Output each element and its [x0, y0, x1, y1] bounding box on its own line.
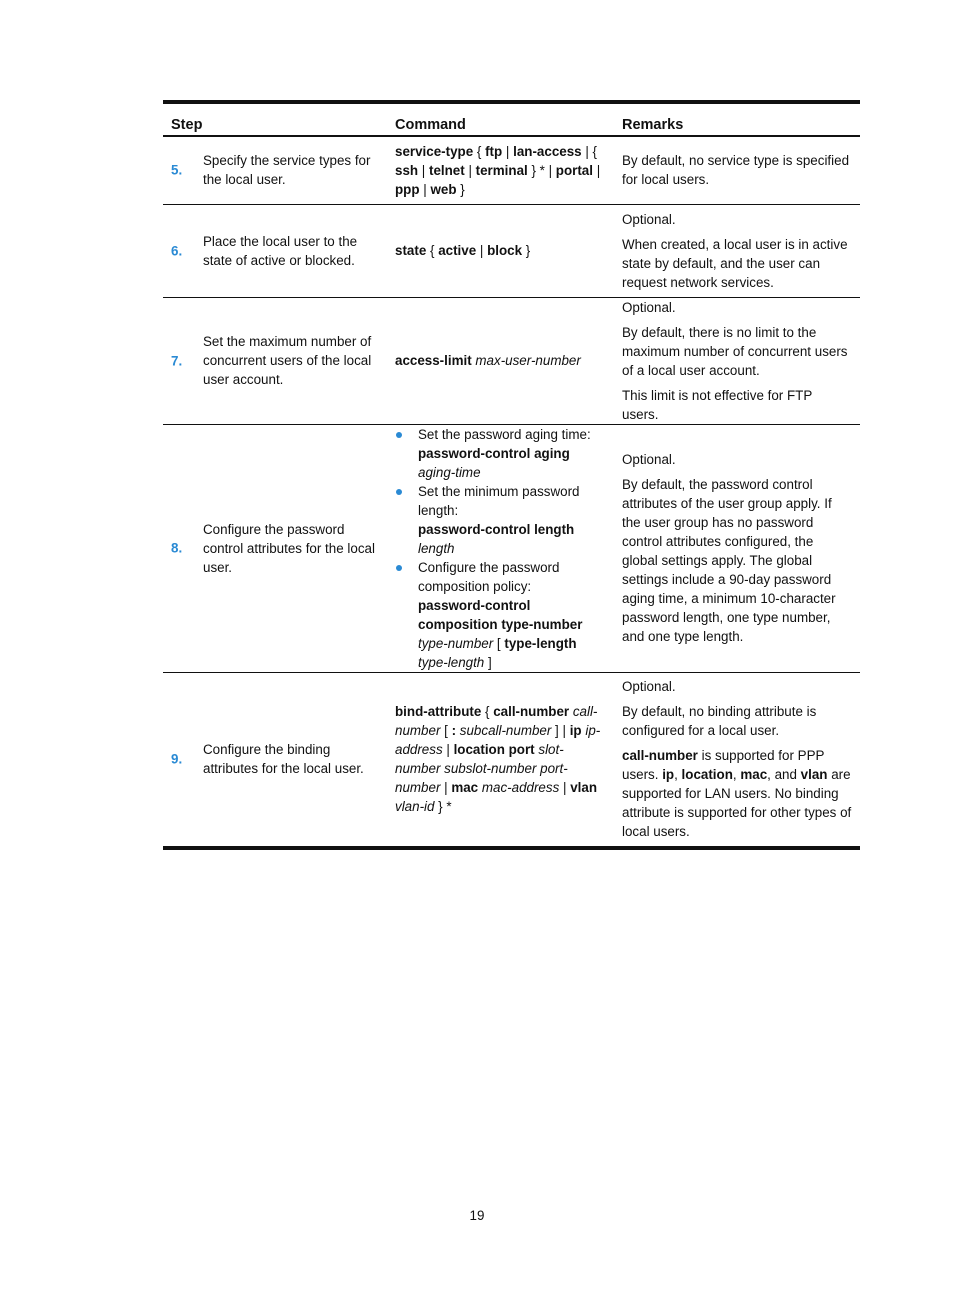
header-step: Step [171, 117, 203, 133]
table-row [163, 297, 860, 424]
bullet-icon [396, 432, 402, 438]
bullet-text: Configure the password composition policy: [418, 559, 560, 594]
bullet-icon [396, 565, 402, 571]
bullet-text: Set the minimum password length: [418, 483, 580, 518]
table-header-row [163, 102, 860, 136]
remarks-cell [614, 424, 860, 672]
step-description: Configure the password control attributes for the local user. [203, 521, 375, 575]
command-bullet-list [395, 425, 606, 672]
command-cell: state { active | block } [395, 243, 531, 258]
table-row [163, 672, 860, 848]
step-description: Specify the service types for the local user. [203, 153, 371, 188]
remark-text: By default, no binding attribute is configured for a local user. [622, 704, 817, 739]
remark-text: Optional. [622, 211, 676, 227]
step-description: Place the local user to the state of active or blocked. [203, 233, 358, 268]
step-number: 6. [171, 243, 183, 258]
remarks-cell [614, 204, 860, 297]
step-cell [163, 204, 387, 297]
header-remarks: Remarks [622, 117, 684, 133]
remark-text: By default, there is no limit to the maximum number of concurrent users of a local user account. [622, 324, 848, 378]
remark-text: This limit is not effective for FTP users. [622, 387, 813, 422]
command-cell [387, 424, 614, 672]
table-row [163, 424, 860, 672]
remark-text: By default, no service type is specified for local users. [622, 153, 850, 188]
remark-text: Optional. [622, 299, 676, 315]
step-cell [163, 297, 387, 424]
remark-text: Optional. [622, 679, 676, 695]
page-number: 19 [469, 1208, 485, 1223]
list-item: Configure the password composition policy: password-control composition type-number type-number [ type-length type-length ] [395, 558, 606, 672]
remarks-cell [614, 672, 860, 848]
table-row [163, 136, 860, 204]
header-command: Command [395, 117, 466, 133]
remark-text: call-number is supported for PPP users. ip, location, mac, and vlan are supported for LAN users. No binding attribute is supported for other types of local users. [622, 748, 852, 840]
command-cell: access-limit max-user-number [395, 353, 581, 368]
step-cell [163, 424, 387, 672]
remark-text: By default, the password control attributes of the user group apply. If the user group has no password control attributes configured, the global settings apply. The global settings include a 90-day password aging time, a minimum 10-character password length, one type number, and one type length. [622, 477, 836, 644]
configuration-table [163, 100, 860, 850]
step-description: Configure the binding attributes for the local user. [203, 742, 364, 777]
step-number: 9. [171, 751, 183, 767]
command-cell: bind-attribute { call-number call-number [ : subcall-number ] | ip ip-address | location port slot-number subslot-number port-number | mac mac-address | vlan vlan-id } * [395, 704, 601, 815]
list-item: Set the minimum password length: password-control length length [395, 482, 606, 558]
command-cell: service-type { ftp | lan-access | { ssh | telnet | terminal } * | portal | ppp | web } [395, 143, 601, 197]
remarks-cell [614, 297, 860, 424]
bullet-icon [396, 489, 402, 495]
remarks-cell [614, 136, 860, 204]
step-number: 5. [171, 162, 183, 178]
list-item: Set the password aging time: password-control aging aging-time [395, 425, 606, 482]
step-cell [163, 672, 387, 848]
step-number: 7. [171, 353, 183, 368]
remark-text: When created, a local user is in active state by default, and the user can request network services. [622, 236, 848, 290]
step-number: 8. [171, 540, 183, 556]
step-cell [163, 136, 387, 204]
table-row [163, 204, 860, 297]
bullet-text: Set the password aging time: [418, 426, 591, 442]
step-description: Set the maximum number of concurrent users of the local user account. [203, 334, 372, 387]
remark-text: Optional. [622, 452, 676, 467]
